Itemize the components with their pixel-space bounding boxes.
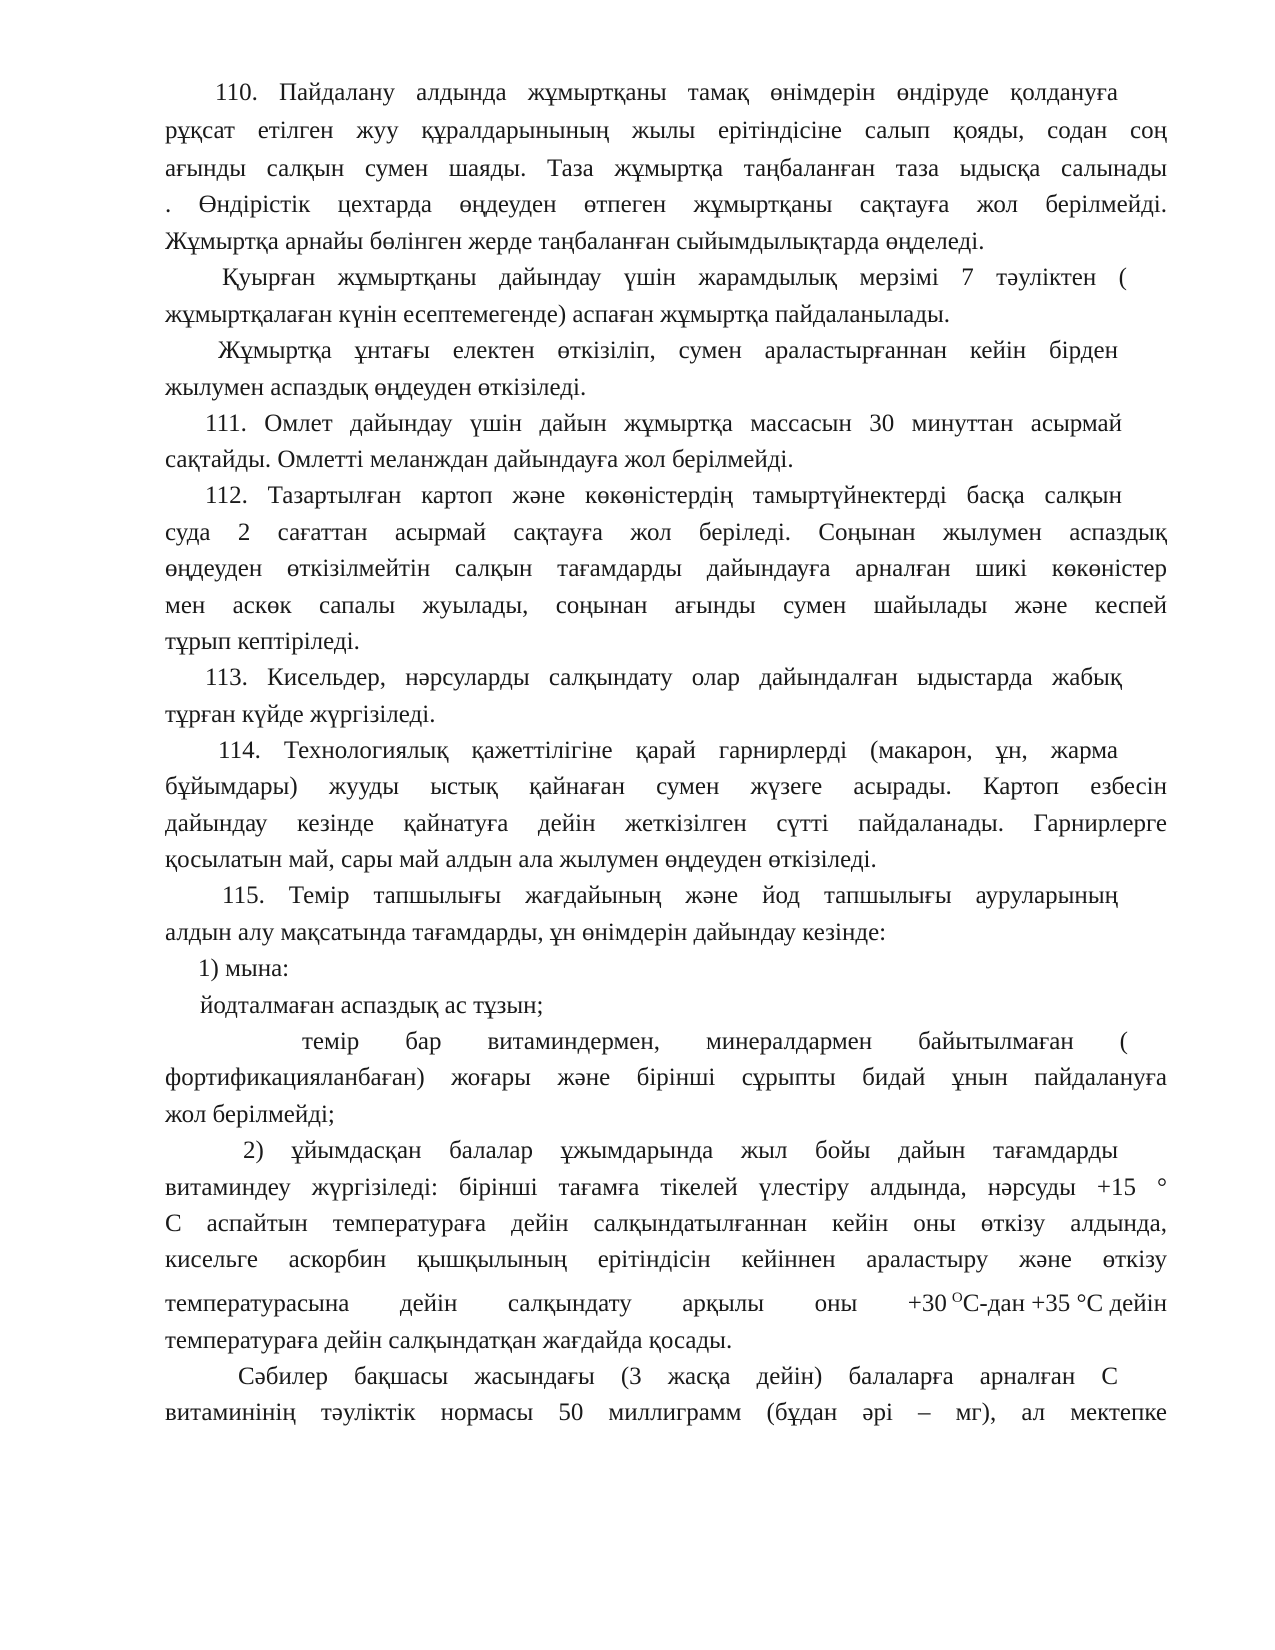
text-line: Жұмыртқа арнайы бөлінген жерде таңбаланған сыйымдылықтарда өңделеді. [165,228,985,255]
text-line: бұйымдары) жууды ыстық қайнаған сумен жүзеге асырады. Картоп езбесін [165,773,1167,800]
text-segment-degree [952,1288,1167,1320]
text-line: фортификацияланбаған) жоғары және бірінші сұрыпты бидай ұнын пайдалануға [165,1064,1167,1091]
text-line: жол берілмейді; [165,1101,335,1128]
text-line: 112. Тазартылған картоп және көкөністердің тамыртүйнектерді басқа салқын [205,482,1122,509]
degree-superscript: O [951,1290,963,1306]
text-line: 2) ұйымдасқан балалар ұжымдарында жыл бойы дайын тағамдарды [243,1137,1118,1164]
text-line: йодталмаған аспаздық ас тұзын; [200,992,544,1019]
text-line: мен аскөк сапалы жуылады, соңынан ағынды сумен шайылады және кеспей [165,592,1167,619]
text-line: алдын алу мақсатында тағамдарды, ұн өнімдерін дайындау кезінде: [165,919,887,946]
text-line: суда 2 сағаттан асырмай сақтауға жол беріледі. Соңынан жылумен аспаздық [165,519,1167,546]
text-line: ағынды салқын сумен шаяды. Таза жұмыртқа таңбаланған таза ыдысқа салынады [165,155,1167,182]
text-line: жылумен аспаздық өңдеуден өткізіледі. [165,374,587,401]
text-line: тұрып кептіріледі. [165,628,360,655]
text-line: кисельге аскорбин қышқылының ерітіндісін кейіннен араластыру және өткізу [165,1246,1167,1273]
text-line: температураға дейін салқындатқан жағдайда қосады. [165,1327,733,1354]
text-line: Қуырған жұмыртқаны дайындау үшін жарамдылық мерзімі 7 тәуліктен ( [222,264,1127,291]
text-line: 111. Омлет дайындау үшін дайын жұмыртқа массасын 30 минуттан асырмай [205,410,1122,437]
text-line: 113. Кисельдер, нәрсуларды салқындату олар дайындалған ыдыстарда жабық [205,664,1122,691]
text-line-with-degree [165,1288,1167,1320]
text-line: қосылатын май, сары май алдын ала жылумен өңдеуден өткізіледі. [165,846,877,873]
text-line: С аспайтын температураға дейін салқындатылғаннан кейін оны өткізу алдында, [165,1210,1167,1237]
text-line: 1) мына: [198,955,290,982]
text-line: тұрған күйде жүргізіледі. [165,701,436,728]
text-segment: С-дан +35 °С дейін [962,1290,1167,1317]
text-line: . Өндірістік цехтарда өңдеуден өтпеген жұмыртқаны сақтауға жол берілмейді. [165,191,1167,218]
text-line: витаминдеу жүргізіледі: бірінші тағамға тікелей үлестіру алдында, нәрсуды +15 ° [165,1174,1167,1201]
text-line: 110. Пайдалану алдында жұмыртқаны тамақ өнімдерін өндіруде қолдануға [215,79,1118,106]
text-segment: температурасына дейін салқындату арқылы оны +30 [165,1290,947,1317]
text-line: дайындау кезінде қайнатуға дейін жеткізілген сүтті пайдаланады. Гарнирлерге [165,810,1167,837]
text-line: сақтайды. Омлетті меланждан дайындауға жол берілмейді. [165,446,794,473]
text-line: жұмыртқалаған күнін есептемегенде) аспаған жұмыртқа пайдаланылады. [165,301,951,328]
text-line: Жұмыртқа ұнтағы електен өткізіліп, сумен араластырғаннан кейін бірден [218,337,1118,364]
text-line: витаминінің тәуліктік нормасы 50 миллиграмм (бұдан әрі – мг), ал мектепке [165,1399,1167,1426]
text-line: өңдеуден өткізілмейтін салқын тағамдарды дайындауға арналған шикі көкөністер [165,555,1167,582]
text-line: темір бар витаминдермен, минералдармен байытылмаған ( [302,1028,1128,1055]
text-line: 115. Темір тапшылығы жағдайының және йод тапшылығы ауруларының [222,882,1118,909]
text-line: рұқсат етілген жуу құралдарынының жылы ерітіндісіне салып қояды, содан соң [165,117,1167,144]
text-line: 114. Технологиялық қажеттілігіне қарай гарнирлерді (макарон, ұн, жарма [218,737,1118,764]
text-line: Сәбилер бақшасы жасындағы (3 жасқа дейін) балаларға арналған С [238,1363,1118,1390]
